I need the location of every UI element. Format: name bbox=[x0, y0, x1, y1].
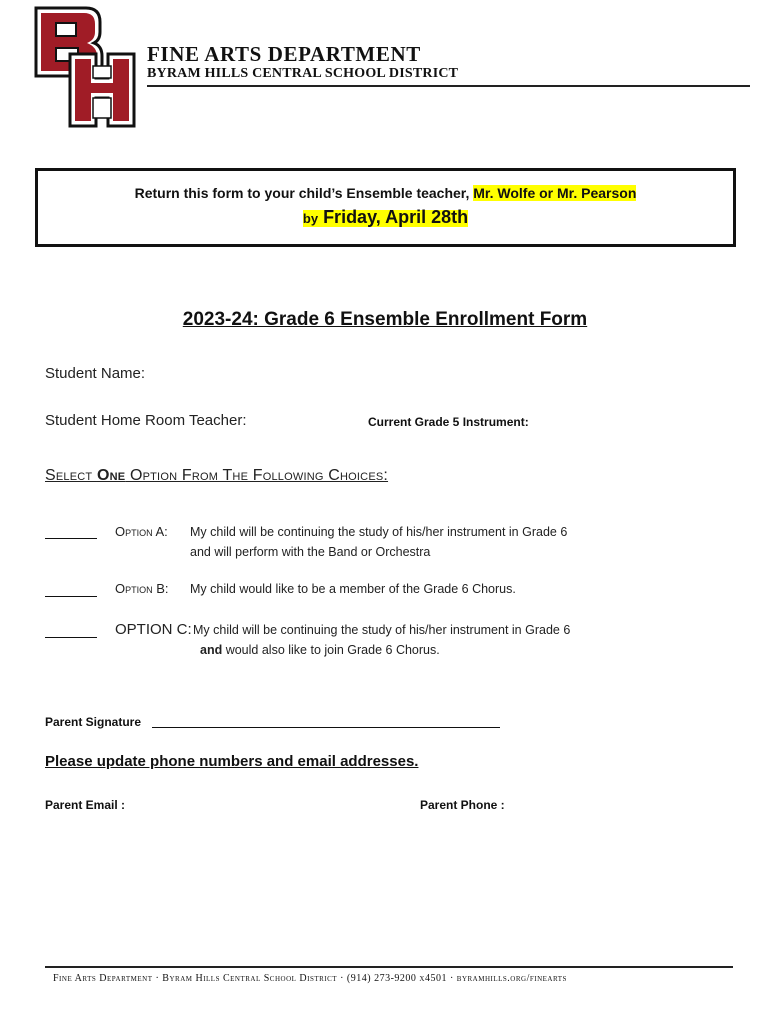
option-a-blank[interactable] bbox=[45, 538, 97, 539]
update-contact-heading: Please update phone numbers and email addresses. bbox=[45, 753, 419, 770]
option-c-and: and bbox=[200, 643, 223, 657]
option-c-text-line2 bbox=[200, 643, 440, 657]
deadline-date: Friday, April 28th bbox=[318, 207, 469, 227]
parent-signature-line[interactable] bbox=[152, 727, 500, 728]
option-b-label: Option B: bbox=[115, 581, 169, 596]
selection-heading-bold: One bbox=[96, 467, 126, 484]
home-room-teacher-label: Student Home Room Teacher: bbox=[45, 412, 247, 429]
return-instructions-text: Return this form to your child’s Ensemble teacher, bbox=[134, 185, 474, 201]
option-c-text-line1: My child will be continuing the study of his/her instrument in Grade 6 bbox=[193, 623, 571, 637]
current-instrument-label: Current Grade 5 Instrument: bbox=[368, 415, 529, 429]
selection-heading-pre: Select bbox=[45, 467, 97, 484]
option-a-text-line1: My child will be continuing the study of his/her instrument in Grade 6 bbox=[190, 525, 568, 539]
selection-heading bbox=[45, 467, 388, 485]
footer-text: Fine Arts Department · Byram Hills Central School District · (914) 273-9200 x4501 · byramhills.org/finearts bbox=[53, 973, 567, 984]
footer-divider bbox=[45, 966, 733, 968]
option-a-label: Option A: bbox=[115, 524, 168, 539]
deadline-by: by bbox=[302, 211, 319, 226]
option-a-text-line2: and will perform with the Band or Orchestra bbox=[190, 545, 431, 559]
parent-signature-label: Parent Signature bbox=[45, 715, 142, 729]
student-name-label: Student Name: bbox=[45, 365, 146, 382]
option-c-rest: would also like to join Grade 6 Chorus. bbox=[222, 643, 440, 657]
option-b-blank[interactable] bbox=[45, 596, 97, 597]
parent-phone-label: Parent Phone : bbox=[420, 798, 505, 812]
teacher-names: Mr. Wolfe or Mr. Pearson bbox=[473, 185, 637, 201]
option-c-blank[interactable] bbox=[45, 637, 97, 638]
return-instructions bbox=[38, 185, 733, 201]
form-title: 2023-24: Grade 6 Ensemble Enrollment Form bbox=[182, 309, 588, 330]
department-title: FINE ARTS DEPARTMENT bbox=[147, 42, 421, 66]
district-logo bbox=[34, 6, 138, 128]
option-c-label: OPTION C: bbox=[115, 621, 192, 638]
return-notice-box bbox=[35, 168, 736, 247]
district-name: BYRAM HILLS CENTRAL SCHOOL DISTRICT bbox=[147, 66, 459, 81]
selection-heading-post: Option From The Following Choices: bbox=[125, 467, 389, 484]
parent-email-label: Parent Email : bbox=[45, 798, 126, 812]
deadline-line bbox=[38, 207, 733, 228]
option-b-text: My child would like to be a member of the Grade 6 Chorus. bbox=[190, 582, 516, 596]
header-divider bbox=[147, 85, 750, 87]
